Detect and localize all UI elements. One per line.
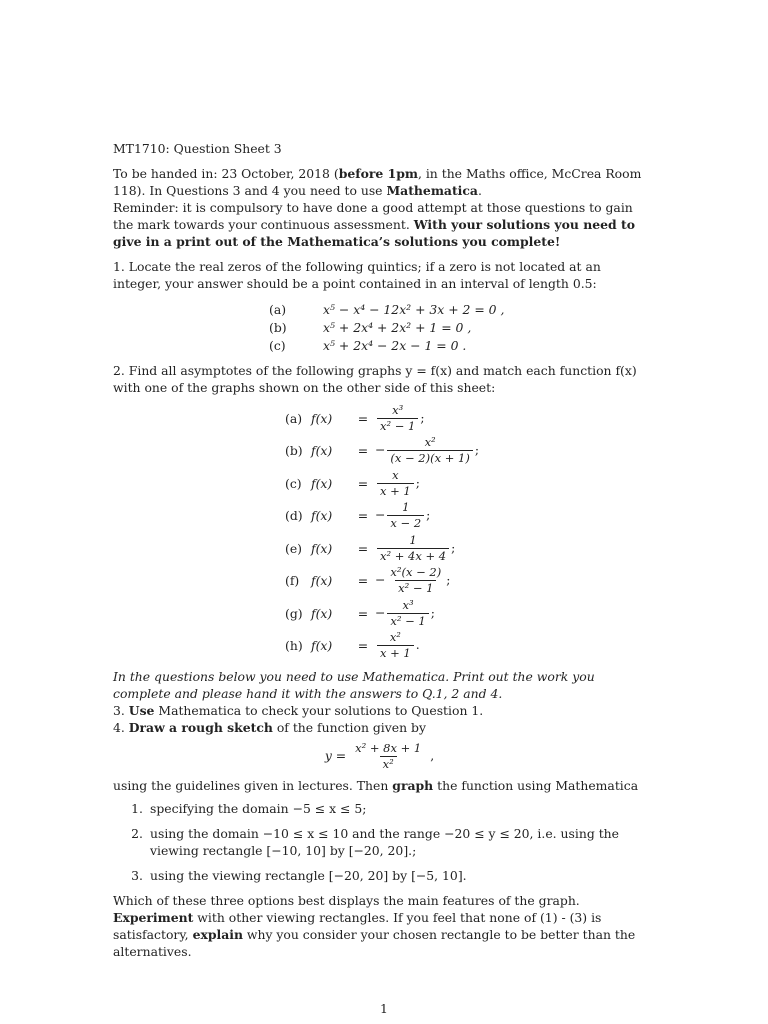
fraction bbox=[377, 631, 414, 660]
graph-bold: graph bbox=[392, 778, 434, 793]
question-3 bbox=[113, 702, 646, 719]
sign: − bbox=[375, 442, 386, 458]
item-label: (c) bbox=[285, 475, 302, 491]
function-name: f(x) bbox=[311, 410, 333, 426]
equals-sign: = bbox=[357, 508, 369, 524]
terminator: ; bbox=[446, 572, 451, 588]
terminator: ; bbox=[474, 442, 480, 458]
q3-text: Mathematica to check your solutions to Question 1. bbox=[154, 703, 484, 718]
item-label: (c) bbox=[269, 337, 286, 353]
function-row bbox=[285, 467, 479, 500]
question-2-text: 2. Find all asymptotes of the following graphs y = f(x) and match each function f(x) with one of the graphs shown on the other side of this sheet: bbox=[113, 363, 637, 395]
denominator: x² + 4x + 4 bbox=[377, 548, 449, 563]
deadline-bold: before 1pm bbox=[338, 166, 418, 181]
viewing-options bbox=[113, 800, 646, 884]
numerator: 1 bbox=[409, 532, 417, 547]
item-label: (h) bbox=[285, 638, 303, 654]
function-expression bbox=[375, 532, 479, 565]
equals-sign: = bbox=[357, 638, 369, 654]
reminder-paragraph bbox=[113, 199, 646, 250]
equals-sign: = bbox=[357, 573, 369, 589]
intro-paragraph bbox=[113, 165, 646, 199]
q3-bold: Use bbox=[128, 703, 155, 718]
item-label: (d) bbox=[285, 508, 303, 524]
question-4 bbox=[113, 719, 646, 736]
reminder-bold: With your solutions you need to give in a print out of the Mathematica’s solutions you complete! bbox=[113, 217, 635, 249]
sign: − bbox=[375, 604, 386, 620]
numerator: x² + 8x + 1 bbox=[355, 741, 422, 755]
guidelines-text-c: the function using Mathematica bbox=[433, 778, 639, 793]
quintic-expression: x⁵ + 2x⁴ + 2x² + 1 = 0 , bbox=[323, 319, 472, 335]
terminator: ; bbox=[420, 409, 425, 425]
denominator: x² − 1 bbox=[395, 580, 436, 595]
numerator: x² bbox=[424, 435, 436, 450]
function-row bbox=[285, 435, 479, 468]
numerator: x bbox=[392, 467, 399, 482]
option-item bbox=[113, 825, 646, 859]
function-expression bbox=[375, 435, 479, 468]
question-number: 3. bbox=[113, 703, 129, 718]
denominator: x + 1 bbox=[377, 483, 414, 498]
denominator: x² − 1 bbox=[387, 613, 428, 628]
option-text: using the viewing rectangle [−20, 20] by [−5, 10]. bbox=[150, 868, 467, 883]
option-item bbox=[113, 800, 646, 817]
quintic-c bbox=[269, 336, 504, 354]
function-row bbox=[285, 402, 479, 435]
numerator: x²(x − 2) bbox=[390, 565, 442, 580]
quintic-b bbox=[269, 318, 504, 336]
equals-sign: = bbox=[357, 605, 369, 621]
function-expression bbox=[375, 597, 479, 630]
numerator: x³ bbox=[392, 402, 404, 417]
option-number: 1. bbox=[131, 801, 143, 816]
question-sheet bbox=[113, 140, 646, 960]
quintic-expression: x⁵ − x⁴ − 12x² + 3x + 2 = 0 , bbox=[323, 301, 505, 317]
intro-period: . bbox=[477, 183, 482, 198]
explain-bold: explain bbox=[192, 927, 243, 942]
denominator: x − 2 bbox=[387, 515, 424, 530]
question-1-text: 1. Locate the real zeros of the following quintics; if a zero is not located at an integer, your answer should be a point contained in an interval of length 0.5: bbox=[113, 259, 601, 291]
function-expression bbox=[375, 467, 479, 500]
final-text-e: why you consider your chosen rectangle to be better than the alternatives. bbox=[113, 927, 636, 959]
intro-text-2: , in the Maths office, McCrea Room 118). In Questions 3 and 4 you need to use bbox=[113, 166, 642, 198]
quintics-list bbox=[269, 300, 504, 354]
terminator: ; bbox=[426, 507, 431, 523]
guidelines-text bbox=[113, 777, 646, 794]
mathematica-bold: Mathematica bbox=[386, 183, 478, 198]
function-expression bbox=[375, 500, 479, 533]
item-label: (f) bbox=[285, 573, 300, 589]
fraction bbox=[377, 534, 449, 563]
item-label: (b) bbox=[269, 319, 287, 335]
y-equals: y = bbox=[324, 748, 347, 763]
question-number: 4. bbox=[113, 720, 129, 735]
item-label: (a) bbox=[269, 301, 287, 317]
function-row bbox=[285, 597, 479, 630]
item-label: (e) bbox=[285, 540, 303, 556]
reminder-text: Reminder: it is compulsory to have done a good attempt at those questions to gain the mark towards your continuous assessment. bbox=[113, 200, 633, 232]
fraction bbox=[387, 436, 472, 465]
function-expression bbox=[375, 402, 479, 435]
item-label: (a) bbox=[285, 410, 303, 426]
q4-fraction bbox=[352, 742, 424, 771]
fraction bbox=[387, 599, 428, 628]
function-name: f(x) bbox=[311, 443, 333, 459]
function-name: f(x) bbox=[311, 540, 333, 556]
sign: − bbox=[375, 572, 386, 588]
option-text: using the domain −10 ≤ x ≤ 10 and the range −20 ≤ y ≤ 20, i.e. using the viewing rectangle [−10, 10] by [−20, 20].; bbox=[150, 826, 619, 858]
terminator: . bbox=[415, 637, 420, 653]
page-number: 1 bbox=[380, 1001, 388, 1016]
terminator: ; bbox=[430, 604, 435, 620]
denominator: x + 1 bbox=[377, 645, 414, 660]
intro-text: To be handed in: 23 October, 2018 ( bbox=[113, 166, 339, 181]
comma: , bbox=[430, 748, 435, 763]
quintic-a bbox=[269, 300, 504, 318]
numerator: x² bbox=[389, 630, 401, 645]
terminator: ; bbox=[451, 539, 456, 555]
function-row bbox=[285, 565, 479, 598]
function-expression bbox=[375, 565, 479, 598]
sign: − bbox=[375, 507, 386, 523]
function-name: f(x) bbox=[311, 475, 333, 491]
option-text: specifying the domain −5 ≤ x ≤ 5; bbox=[150, 801, 367, 816]
equals-sign: = bbox=[357, 410, 369, 426]
option-number: 2. bbox=[131, 826, 143, 841]
option-item bbox=[113, 867, 646, 884]
function-name: f(x) bbox=[311, 605, 333, 621]
function-expression bbox=[375, 630, 479, 663]
function-name: f(x) bbox=[311, 638, 333, 654]
function-row bbox=[285, 500, 479, 533]
fraction bbox=[387, 501, 424, 530]
equals-sign: = bbox=[357, 443, 369, 459]
q4-function-display bbox=[113, 742, 646, 771]
function-row bbox=[285, 630, 479, 663]
experiment-bold: Experiment bbox=[113, 910, 194, 925]
function-row bbox=[285, 532, 479, 565]
final-text-a: Which of these three options best displays the main features of the graph. bbox=[113, 893, 580, 908]
denominator: x² − 1 bbox=[377, 418, 418, 433]
numerator: 1 bbox=[402, 500, 410, 515]
final-text-c: with other viewing rectangles. If you feel that none of (1) - (3) is satisfactory, bbox=[113, 910, 602, 942]
fraction bbox=[387, 566, 444, 595]
fraction bbox=[377, 469, 414, 498]
function-name: f(x) bbox=[311, 573, 333, 589]
mathematica-note: In the questions below you need to use Mathematica. Print out the work you complete and please hand it with the answers to Q.1, 2 and 4. bbox=[113, 669, 595, 701]
q4-bold: Draw a rough sketch bbox=[128, 720, 273, 735]
q4-text: of the function given by bbox=[272, 720, 426, 735]
fraction bbox=[377, 404, 418, 433]
function-name: f(x) bbox=[311, 508, 333, 524]
guidelines-text-a: using the guidelines given in lectures. Then bbox=[113, 778, 393, 793]
item-label: (b) bbox=[285, 443, 303, 459]
functions-list bbox=[285, 402, 479, 662]
equals-sign: = bbox=[357, 475, 369, 491]
equals-sign: = bbox=[357, 540, 369, 556]
sheet-title: MT1710: Question Sheet 3 bbox=[113, 141, 282, 156]
numerator: x³ bbox=[402, 597, 414, 612]
denominator: (x − 2)(x + 1) bbox=[387, 450, 472, 465]
final-paragraph bbox=[113, 892, 646, 960]
quintic-expression: x⁵ + 2x⁴ − 2x − 1 = 0 . bbox=[323, 337, 467, 353]
terminator: ; bbox=[415, 474, 420, 490]
denominator: x² bbox=[380, 756, 397, 771]
option-number: 3. bbox=[131, 868, 143, 883]
item-label: (g) bbox=[285, 605, 303, 621]
